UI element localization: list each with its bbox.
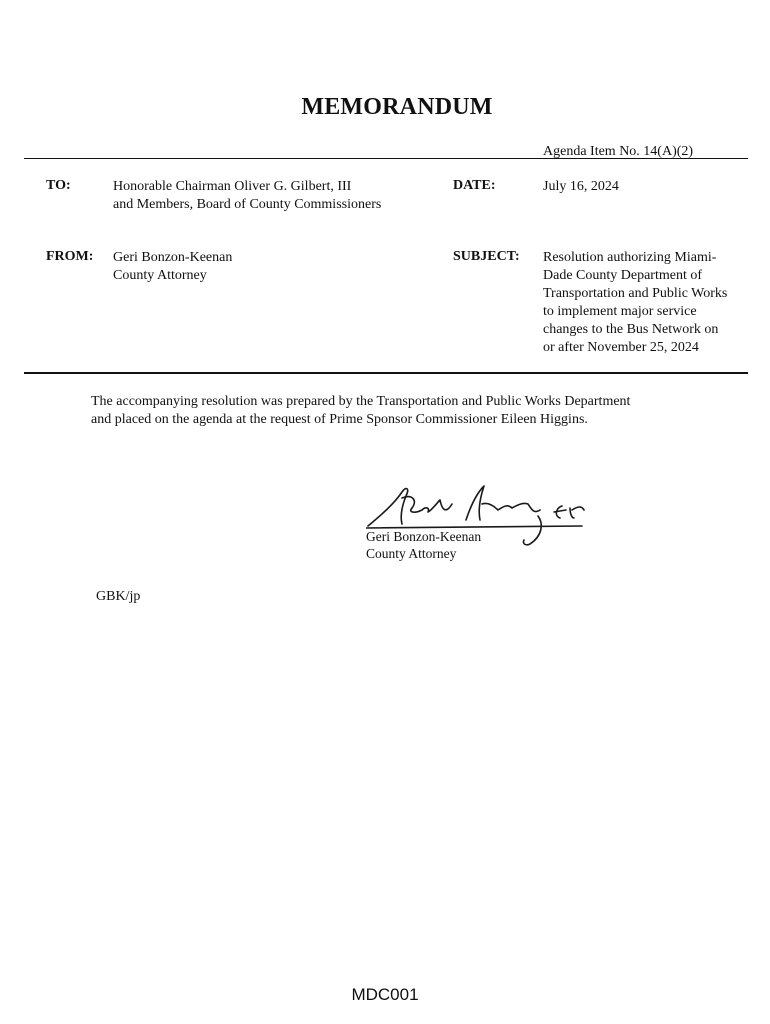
agenda-item-number: Agenda Item No. 14(A)(2) <box>543 144 694 159</box>
body-line: and placed on the agenda at the request of Prime Sponsor Commissioner Eileen Higgins. <box>91 412 588 427</box>
subject-line: Dade County Department of <box>543 268 703 283</box>
header-rule-bottom <box>24 372 748 374</box>
from-line: County Attorney <box>113 268 207 283</box>
signature-name-block <box>366 528 481 562</box>
subject-label: SUBJECT: <box>453 249 520 264</box>
to-line: and Members, Board of County Commissioners <box>113 197 382 212</box>
subject-line: to implement major service <box>543 304 697 319</box>
signatory-title: County Attorney <box>366 546 457 561</box>
body-paragraph <box>91 393 711 429</box>
subject-line: Transportation and Public Works <box>543 286 728 301</box>
to-line: Honorable Chairman Oliver G. Gilbert, III <box>113 179 352 194</box>
date-value: July 16, 2024 <box>543 179 619 194</box>
memorandum-title: MEMORANDUM <box>301 94 493 120</box>
subject-line: or after November 25, 2024 <box>543 340 699 355</box>
header-rule-top <box>24 158 748 159</box>
page-footer-code: MDC001 <box>351 985 419 1004</box>
subject-text <box>543 249 727 357</box>
subject-line: changes to the Bus Network on <box>543 322 719 337</box>
date-label: DATE: <box>453 178 496 193</box>
signatory-name: Geri Bonzon-Keenan <box>366 529 482 544</box>
signature-block <box>366 480 596 570</box>
body-line: The accompanying resolution was prepared by the Transportation and Public Works Department <box>91 394 631 409</box>
from-line: Geri Bonzon-Keenan <box>113 250 233 265</box>
from-label: FROM: <box>46 249 94 264</box>
reference-initials: GBK/jp <box>96 589 141 604</box>
subject-line: Resolution authorizing Miami- <box>543 250 717 265</box>
to-label: TO: <box>46 178 71 193</box>
from-sender <box>113 249 232 285</box>
to-recipient <box>113 178 381 214</box>
